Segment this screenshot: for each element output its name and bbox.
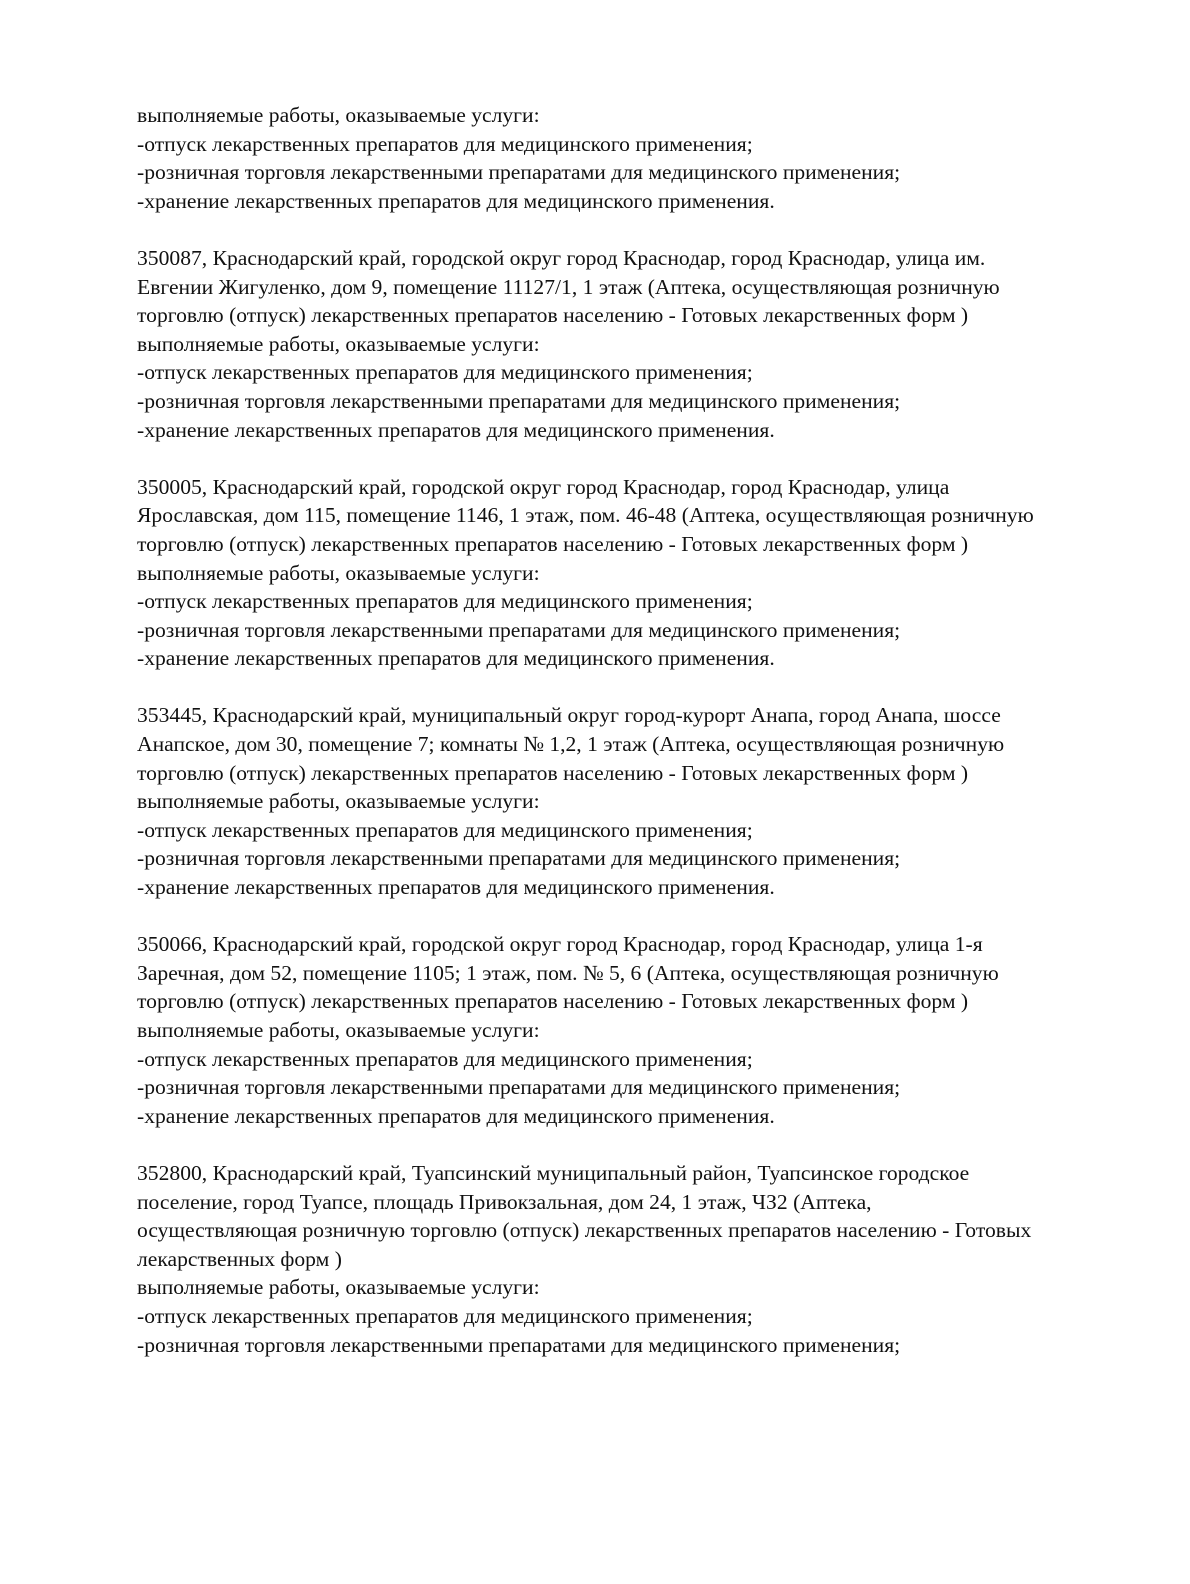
text-line: торговлю (отпуск) лекарственных препаратов населению - Готовых лекарственных форм ) [137,303,969,328]
text-line: -хранение лекарственных препаратов для медицинского применения. [137,1103,775,1128]
text-line: Ярославская, дом 115, помещение 1146, 1 этаж, пом. 46-48 (Аптека, осуществляющая розничную [137,503,1034,528]
text-line: выполняемые работы, оказываемые услуги: [137,789,540,814]
text-line: лекарственных форм ) [137,1246,342,1271]
text-line: 350087, Краснодарский край, городской округ город Краснодар, город Краснодар, улица им. [137,245,986,270]
text-line: -отпуск лекарственных препаратов для медицинского применения; [137,817,753,842]
text-line: осуществляющая розничную торговлю (отпуск) лекарственных препаратов населению - Готовых [137,1218,1032,1243]
text-line: Заречная, дом 52, помещение 1105; 1 этаж, пом. № 5, 6 (Аптека, осуществляющая розничную [137,960,999,985]
text-line: выполняемые работы, оказываемые услуги: [137,331,540,356]
text-line: 353445, Краснодарский край, муниципальный округ город-курорт Анапа, город Анапа, шоссе [137,703,1001,728]
address-block-5 [137,1159,1137,1359]
text-line: -розничная торговля лекарственными препаратами для медицинского применения; [137,1075,901,1100]
text-line: -розничная торговля лекарственными препаратами для медицинского применения; [137,846,901,871]
text-line: -розничная торговля лекарственными препаратами для медицинского применения; [137,160,901,185]
address-block-2 [137,473,1137,673]
text-line: -хранение лекарственных препаратов для медицинского применения. [137,875,775,900]
text-line: -отпуск лекарственных препаратов для медицинского применения; [137,360,753,385]
text-line: 352800, Краснодарский край, Туапсинский муниципальный район, Туапсинское городское [137,1160,970,1185]
address-block-4 [137,930,1137,1130]
text-line: -отпуск лекарственных препаратов для медицинского применения; [137,1046,753,1071]
text-line: -отпуск лекарственных препаратов для медицинского применения; [137,589,753,614]
text-line: -отпуск лекарственных препаратов для медицинского применения; [137,131,753,156]
text-line: выполняемые работы, оказываемые услуги: [137,1018,540,1042]
text-line: поселение, город Туапсе, площадь Привокзальная, дом 24, 1 этаж, ЧЗ2 (Аптека, [137,1189,872,1214]
text-line: 350005, Краснодарский край, городской округ город Краснодар, город Краснодар, улица [137,474,950,499]
text-line: торговлю (отпуск) лекарственных препаратов населению - Готовых лекарственных форм ) [137,989,969,1014]
text-line: -отпуск лекарственных препаратов для медицинского применения; [137,1303,753,1328]
text-line: выполняемые работы, оказываемые услуги: [137,560,540,585]
address-block-3 [137,701,1137,901]
text-line: -хранение лекарственных препаратов для медицинского применения. [137,188,775,213]
text-line: -розничная торговля лекарственными препаратами для медицинского применения; [137,1332,901,1357]
text-line: -розничная торговля лекарственными препаратами для медицинского применения; [137,617,901,642]
text-line: выполняемые работы, оказываемые услуги: [137,103,540,127]
text-line: выполняемые работы, оказываемые услуги: [137,1275,540,1300]
text-line: торговлю (отпуск) лекарственных препаратов населению - Готовых лекарственных форм ) [137,531,969,556]
text-line: -розничная торговля лекарственными препаратами для медицинского применения; [137,388,901,413]
address-block-1 [137,244,1137,444]
text-line: Анапское, дом 30, помещение 7; комнаты № 1,2, 1 этаж (Аптека, осуществляющая розничную [137,732,1005,757]
text-line: -хранение лекарственных препаратов для медицинского применения. [137,646,775,671]
text-line: -хранение лекарственных препаратов для медицинского применения. [137,417,775,442]
services-block-continued [137,101,1137,215]
text-line: 350066, Краснодарский край, городской округ город Краснодар, город Краснодар, улица 1-я [137,932,983,957]
text-line: торговлю (отпуск) лекарственных препаратов населению - Готовых лекарственных форм ) [137,760,969,785]
document-page [137,101,1137,1388]
text-line: Евгении Жигуленко, дом 9, помещение 11127/1, 1 этаж (Аптека, осуществляющая розничную [137,274,1000,299]
